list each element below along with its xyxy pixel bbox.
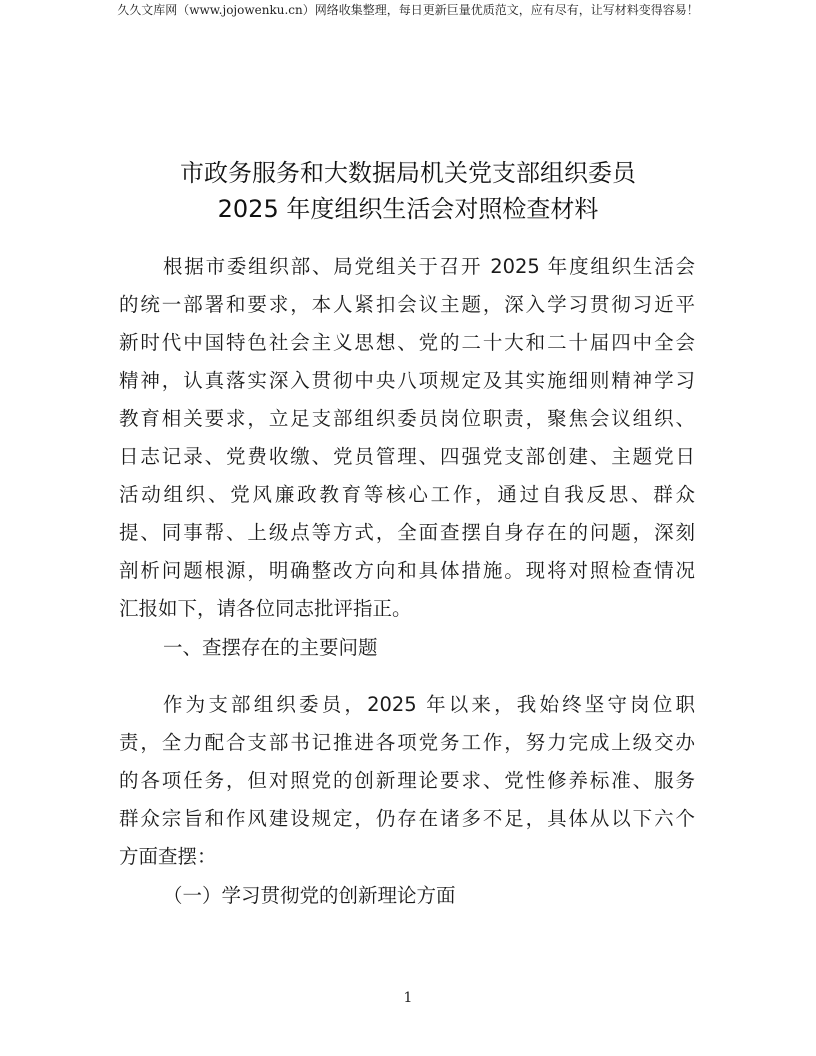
paragraph-1-line: 日志记录、党费收缴、党员管理、四强党支部创建、主题党日 <box>119 445 695 468</box>
paragraph-2-line: 方面查摆： <box>119 845 217 868</box>
subsection-heading-1: （一）学习贯彻党的创新理论方面 <box>163 884 456 907</box>
paragraph-1-line: 剖析问题根源，明确整改方向和具体措施。现将对照检查情况 <box>119 559 695 582</box>
paragraph-1-line: 新时代中国特色社会主义思想、党的二十大和二十届四中全会 <box>119 331 695 354</box>
document-title-line-1: 市政务服务和大数据局机关党支部组织委员 <box>180 159 636 187</box>
paragraph-1-line: 精神，认真落实深入贯彻中央八项规定及其实施细则精神学习 <box>119 369 695 392</box>
site-header-note: 久久文库网（www.jojowenku.cn）网络收集整理，每日更新巨量优质范文，应有尽有，让写材料变得容易！ <box>117 3 699 17</box>
paragraph-1-line: 汇报如下，请各位同志批评指正。 <box>119 597 412 620</box>
page-number: 1 <box>403 990 413 1006</box>
paragraph-1-line: 根据市委组织部、局党组关于召开 2025 年度组织生活会 <box>163 255 695 278</box>
paragraph-2-line: 作为支部组织委员，2025 年以来，我始终坚守岗位职 <box>163 693 695 716</box>
paragraph-1-line: 提、同事帮、上级点等方式，全面查摆自身存在的问题，深刻 <box>119 521 695 544</box>
paragraph-2-line: 群众宗旨和作风建设规定，仍存在诸多不足，具体从以下六个 <box>119 807 695 830</box>
document-title-line-2: 2025 年度组织生活会对照检查材料 <box>217 195 599 223</box>
paragraph-1-line: 活动组织、党风廉政教育等核心工作，通过自我反思、群众 <box>119 483 695 506</box>
paragraph-2-line: 的各项任务，但对照党的创新理论要求、党性修养标准、服务 <box>119 769 695 792</box>
paragraph-1-line: 的统一部署和要求，本人紧扣会议主题，深入学习贯彻习近平 <box>119 293 695 316</box>
paragraph-2-line: 责，全力配合支部书记推进各项党务工作，努力完成上级交办 <box>119 731 695 754</box>
section-heading-1: 一、查摆存在的主要问题 <box>163 636 378 659</box>
paragraph-1-line: 教育相关要求，立足支部组织委员岗位职责，聚焦会议组织、 <box>119 407 695 430</box>
